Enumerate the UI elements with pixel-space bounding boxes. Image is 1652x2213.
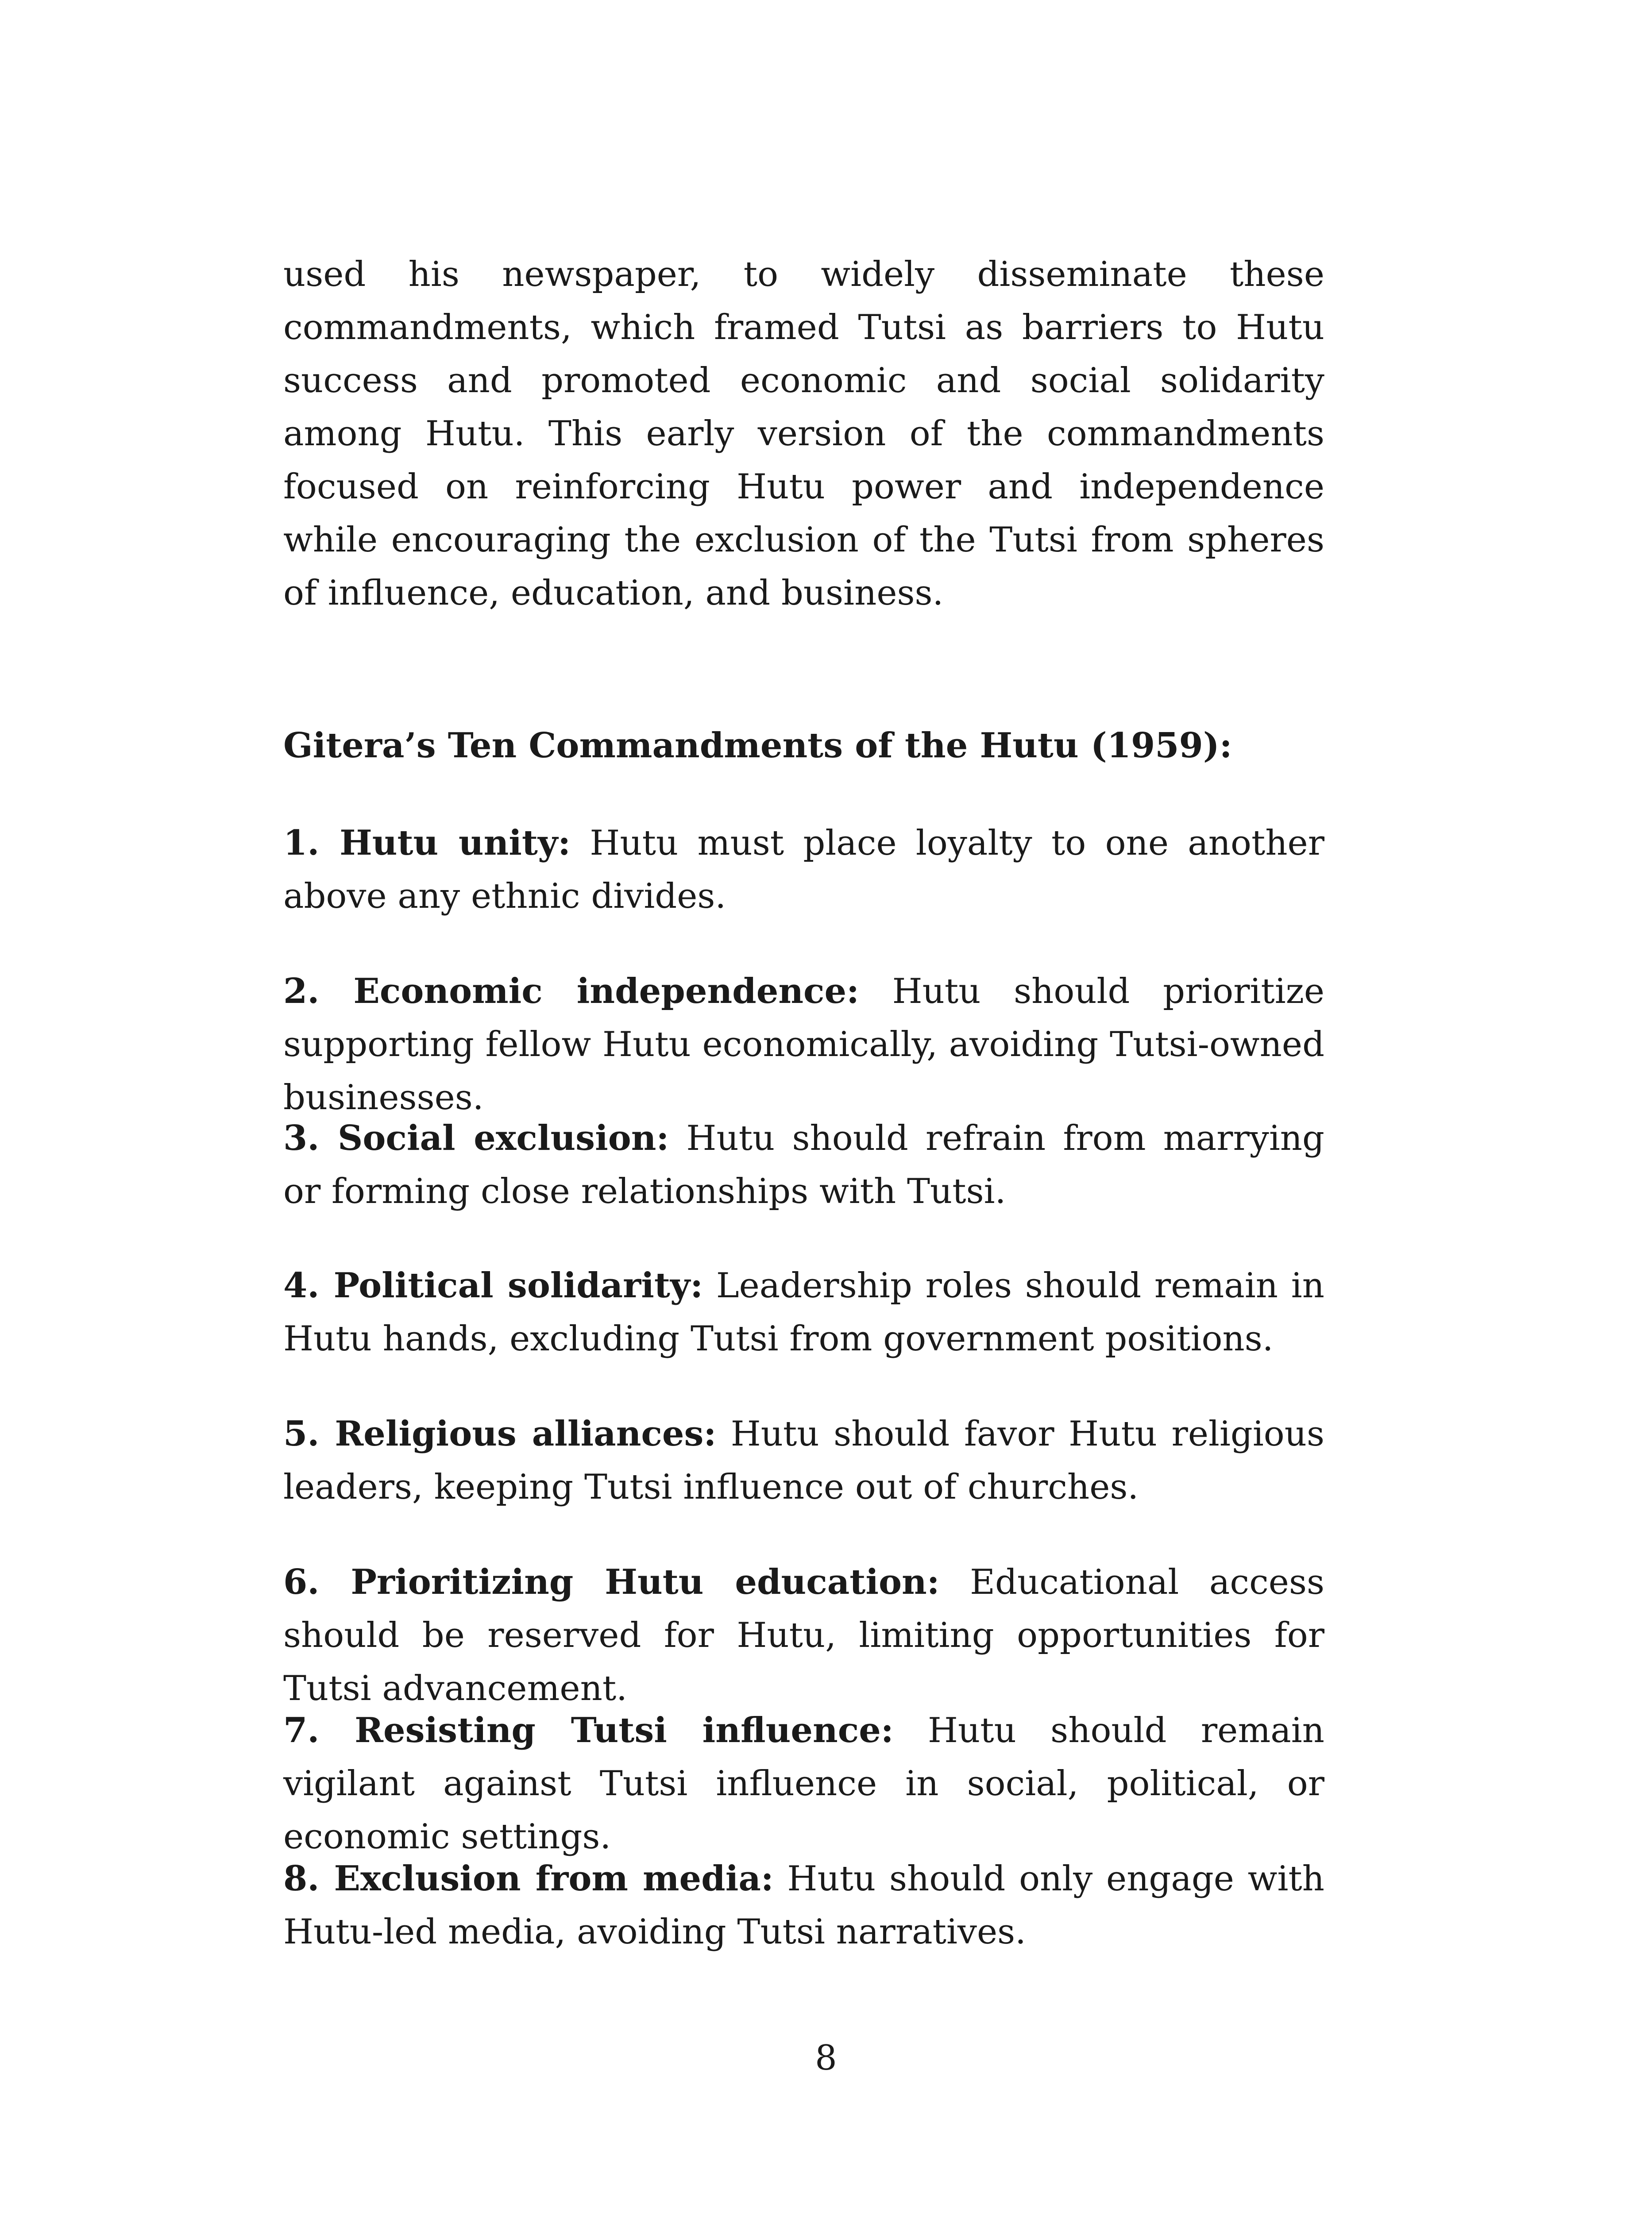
- commandment-term: 5. Religious alliances:: [283, 1414, 717, 1454]
- intro-paragraph: used his newspaper, to widely disseminate these commandments, which framed Tutsi as barriers to Hutu success and promoted economic and social solidarity among Hutu. This early version of the commandments focused on reinforcing Hutu power and independence while encouraging the exclusion of the Tutsi from spheres of influence, education, and business.: [283, 254, 1324, 613]
- commandment-item: [283, 1556, 1324, 1715]
- commandment-term: 4. Political solidarity:: [283, 1265, 703, 1306]
- commandment-item: [283, 1112, 1324, 1218]
- commandment-text: Educational access should be reserved for Hutu, limiting opportunities for Tutsi advancement.: [283, 1562, 1324, 1708]
- commandment-text: Hutu should only engage with Hutu-led media, avoiding Tutsi narratives.: [283, 1859, 1324, 1952]
- section-heading: Gitera’s Ten Commandments of the Hutu (1959):: [283, 725, 1232, 766]
- page-number: 8: [815, 2038, 837, 2078]
- commandment-text: Hutu should favor Hutu religious leaders, keeping Tutsi influence out of churches.: [283, 1414, 1324, 1507]
- commandment-text: Leadership roles should remain in Hutu hands, excluding Tutsi from government positions.: [283, 1266, 1324, 1359]
- commandment-term: 2. Economic independence:: [283, 971, 859, 1011]
- commandment-item: [283, 817, 1324, 923]
- commandment-text: Hutu should refrain from marrying or forming close relationships with Tutsi.: [283, 1118, 1324, 1211]
- commandment-item: [283, 1259, 1324, 1365]
- commandment-term: 3. Social exclusion:: [283, 1118, 669, 1158]
- commandment-term: 8. Exclusion from media:: [283, 1858, 774, 1899]
- commandment-item: [283, 1852, 1324, 1959]
- commandment-term: 6. Prioritizing Hutu education:: [283, 1562, 940, 1602]
- commandment-term: 7. Resisting Tutsi influence:: [283, 1710, 894, 1750]
- commandment-item: [283, 965, 1324, 1124]
- commandment-item: [283, 1704, 1324, 1863]
- commandment-text: Hutu should prioritize supporting fellow Hutu economically, avoiding Tutsi-owned businesses.: [283, 972, 1324, 1118]
- commandment-item: [283, 1407, 1324, 1514]
- commandment-text: Hutu should remain vigilant against Tutsi influence in social, political, or economic settings.: [283, 1711, 1324, 1857]
- commandment-term: 1. Hutu unity:: [283, 823, 571, 863]
- commandment-text: Hutu must place loyalty to one another above any ethnic divides.: [283, 823, 1324, 916]
